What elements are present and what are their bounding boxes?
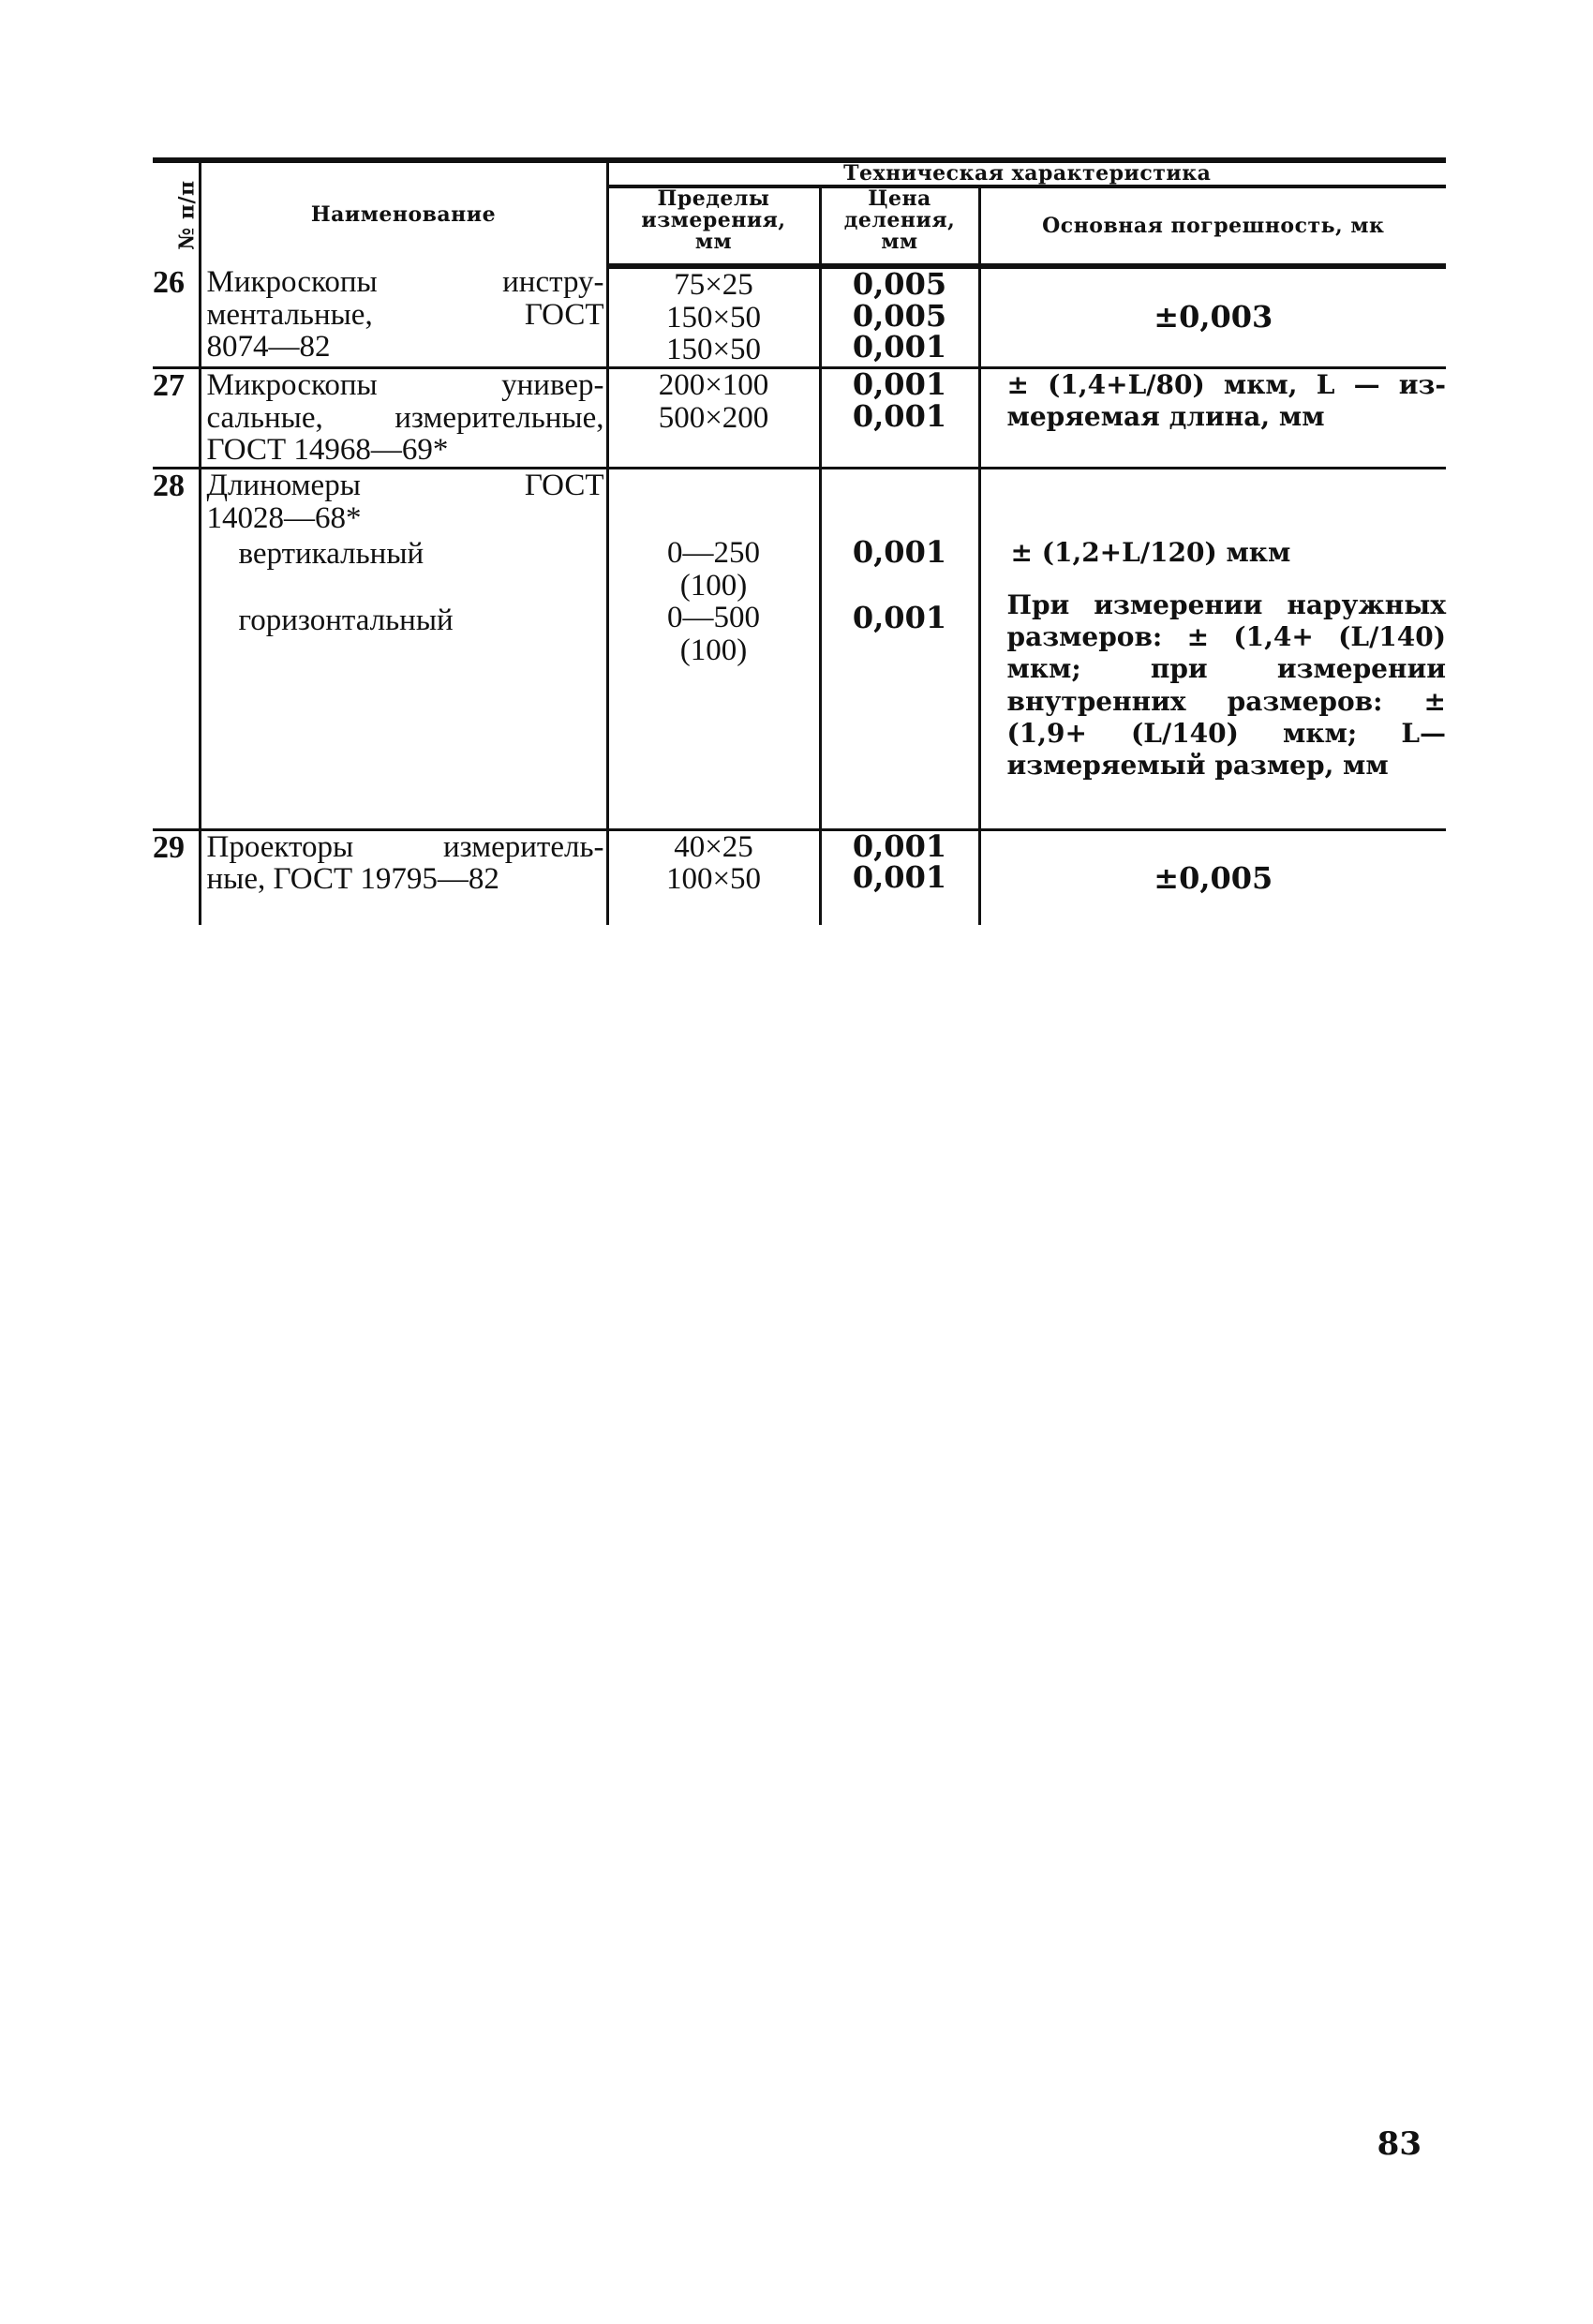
- division-value: 0,001: [852, 533, 947, 570]
- error-value: При измерении наружных размеров: ± (1,4+ (L/140) мкм; при измерении внутренних размеров: ± (1,9+ (L/140) мкм; L—измеряемый размер, мм: [1006, 589, 1447, 781]
- row-name-line: Микроскопы универ-: [206, 368, 604, 403]
- table-row: [153, 468, 1446, 829]
- row-error: ± (1,4+L/80) мкм, L — из-меряемая длина, мм: [979, 368, 1446, 469]
- division-value: 0,001: [852, 397, 947, 434]
- row-number: 29: [153, 829, 200, 925]
- specification-table: [153, 157, 1446, 925]
- header-limits: [607, 186, 820, 266]
- limit-value: 0—500: [667, 601, 760, 635]
- row-division: [820, 829, 979, 925]
- row-name-line: Длиномеры ГОСТ: [206, 468, 604, 502]
- row-name: [200, 368, 607, 469]
- header-name-label: Наименование: [310, 201, 497, 227]
- division-value: 0,001: [852, 827, 947, 864]
- table-row: [153, 266, 1446, 367]
- row-division: [820, 266, 979, 367]
- limit-value: 0—250: [667, 535, 760, 570]
- row-name-line: Проекторы измеритель-: [206, 829, 604, 864]
- row-number: 28: [153, 468, 200, 829]
- limit-value: (100): [679, 633, 748, 667]
- sub-item-name: вертикальный: [238, 537, 424, 572]
- row-name: [200, 468, 607, 829]
- header-division-line: мм: [881, 230, 918, 255]
- row-name: [200, 266, 607, 367]
- row-name-line: 14028—68*: [206, 500, 362, 535]
- row-division: [820, 368, 979, 469]
- header-name-column: [200, 160, 607, 266]
- header-limits-line: Пределы: [657, 186, 770, 212]
- row-limits: [607, 266, 820, 367]
- limit-value: 75×25: [674, 268, 753, 303]
- header-division: [820, 186, 979, 266]
- limit-value: 500×200: [658, 400, 769, 435]
- header-limits-line: мм: [694, 230, 733, 255]
- header-group: Техническая характеристика: [607, 160, 1446, 186]
- row-name: [200, 829, 607, 925]
- division-value: 0,001: [852, 599, 947, 635]
- header-error: Основная погрешность, мк: [979, 186, 1446, 266]
- row-name-line: Микроскопы инстру-: [206, 265, 604, 300]
- row-limits: [607, 368, 820, 469]
- header-division-line: Цена: [868, 186, 931, 212]
- row-name-line: ментальные, ГОСТ: [206, 297, 604, 332]
- row-error: ±0,003: [1154, 299, 1273, 335]
- row-division: [820, 468, 979, 829]
- error-value: ± (1,2+L/120) мкм: [1010, 536, 1291, 568]
- division-value: 0,005: [852, 266, 947, 303]
- division-value: 0,001: [852, 366, 947, 403]
- limit-value: (100): [679, 568, 748, 603]
- row-name-line: ГОСТ 14968—69*: [206, 433, 449, 468]
- header-number-column: [153, 160, 200, 266]
- limit-value: 100×50: [665, 862, 762, 897]
- table-row: [153, 368, 1446, 469]
- division-value: 0,001: [852, 859, 947, 896]
- table-row: [153, 829, 1446, 925]
- row-number: 26: [153, 266, 200, 367]
- sub-item-name: горизонтальный: [238, 603, 454, 637]
- row-limits: [607, 829, 820, 925]
- limit-value: 40×25: [674, 829, 753, 864]
- row-name-line: сальные, измерительные,: [206, 400, 604, 435]
- row-error: [979, 468, 1446, 829]
- division-value: 0,005: [852, 297, 947, 334]
- header-division-line: деления,: [843, 208, 956, 233]
- row-number: 27: [153, 368, 200, 469]
- row-limits: [607, 468, 820, 829]
- limit-value: 200×100: [658, 368, 769, 403]
- row-name-line: ные, ГОСТ 19795—82: [206, 862, 499, 897]
- division-value: 0,001: [852, 329, 947, 365]
- page-number: 83: [1377, 2125, 1422, 2163]
- header-number-label: № п/п: [174, 179, 200, 250]
- limit-value: 150×50: [665, 333, 762, 367]
- header-limits-line: измерения,: [641, 208, 786, 233]
- row-error: ±0,005: [979, 829, 1446, 925]
- limit-value: 150×50: [665, 300, 762, 335]
- row-name-line: 8074—82: [206, 330, 331, 365]
